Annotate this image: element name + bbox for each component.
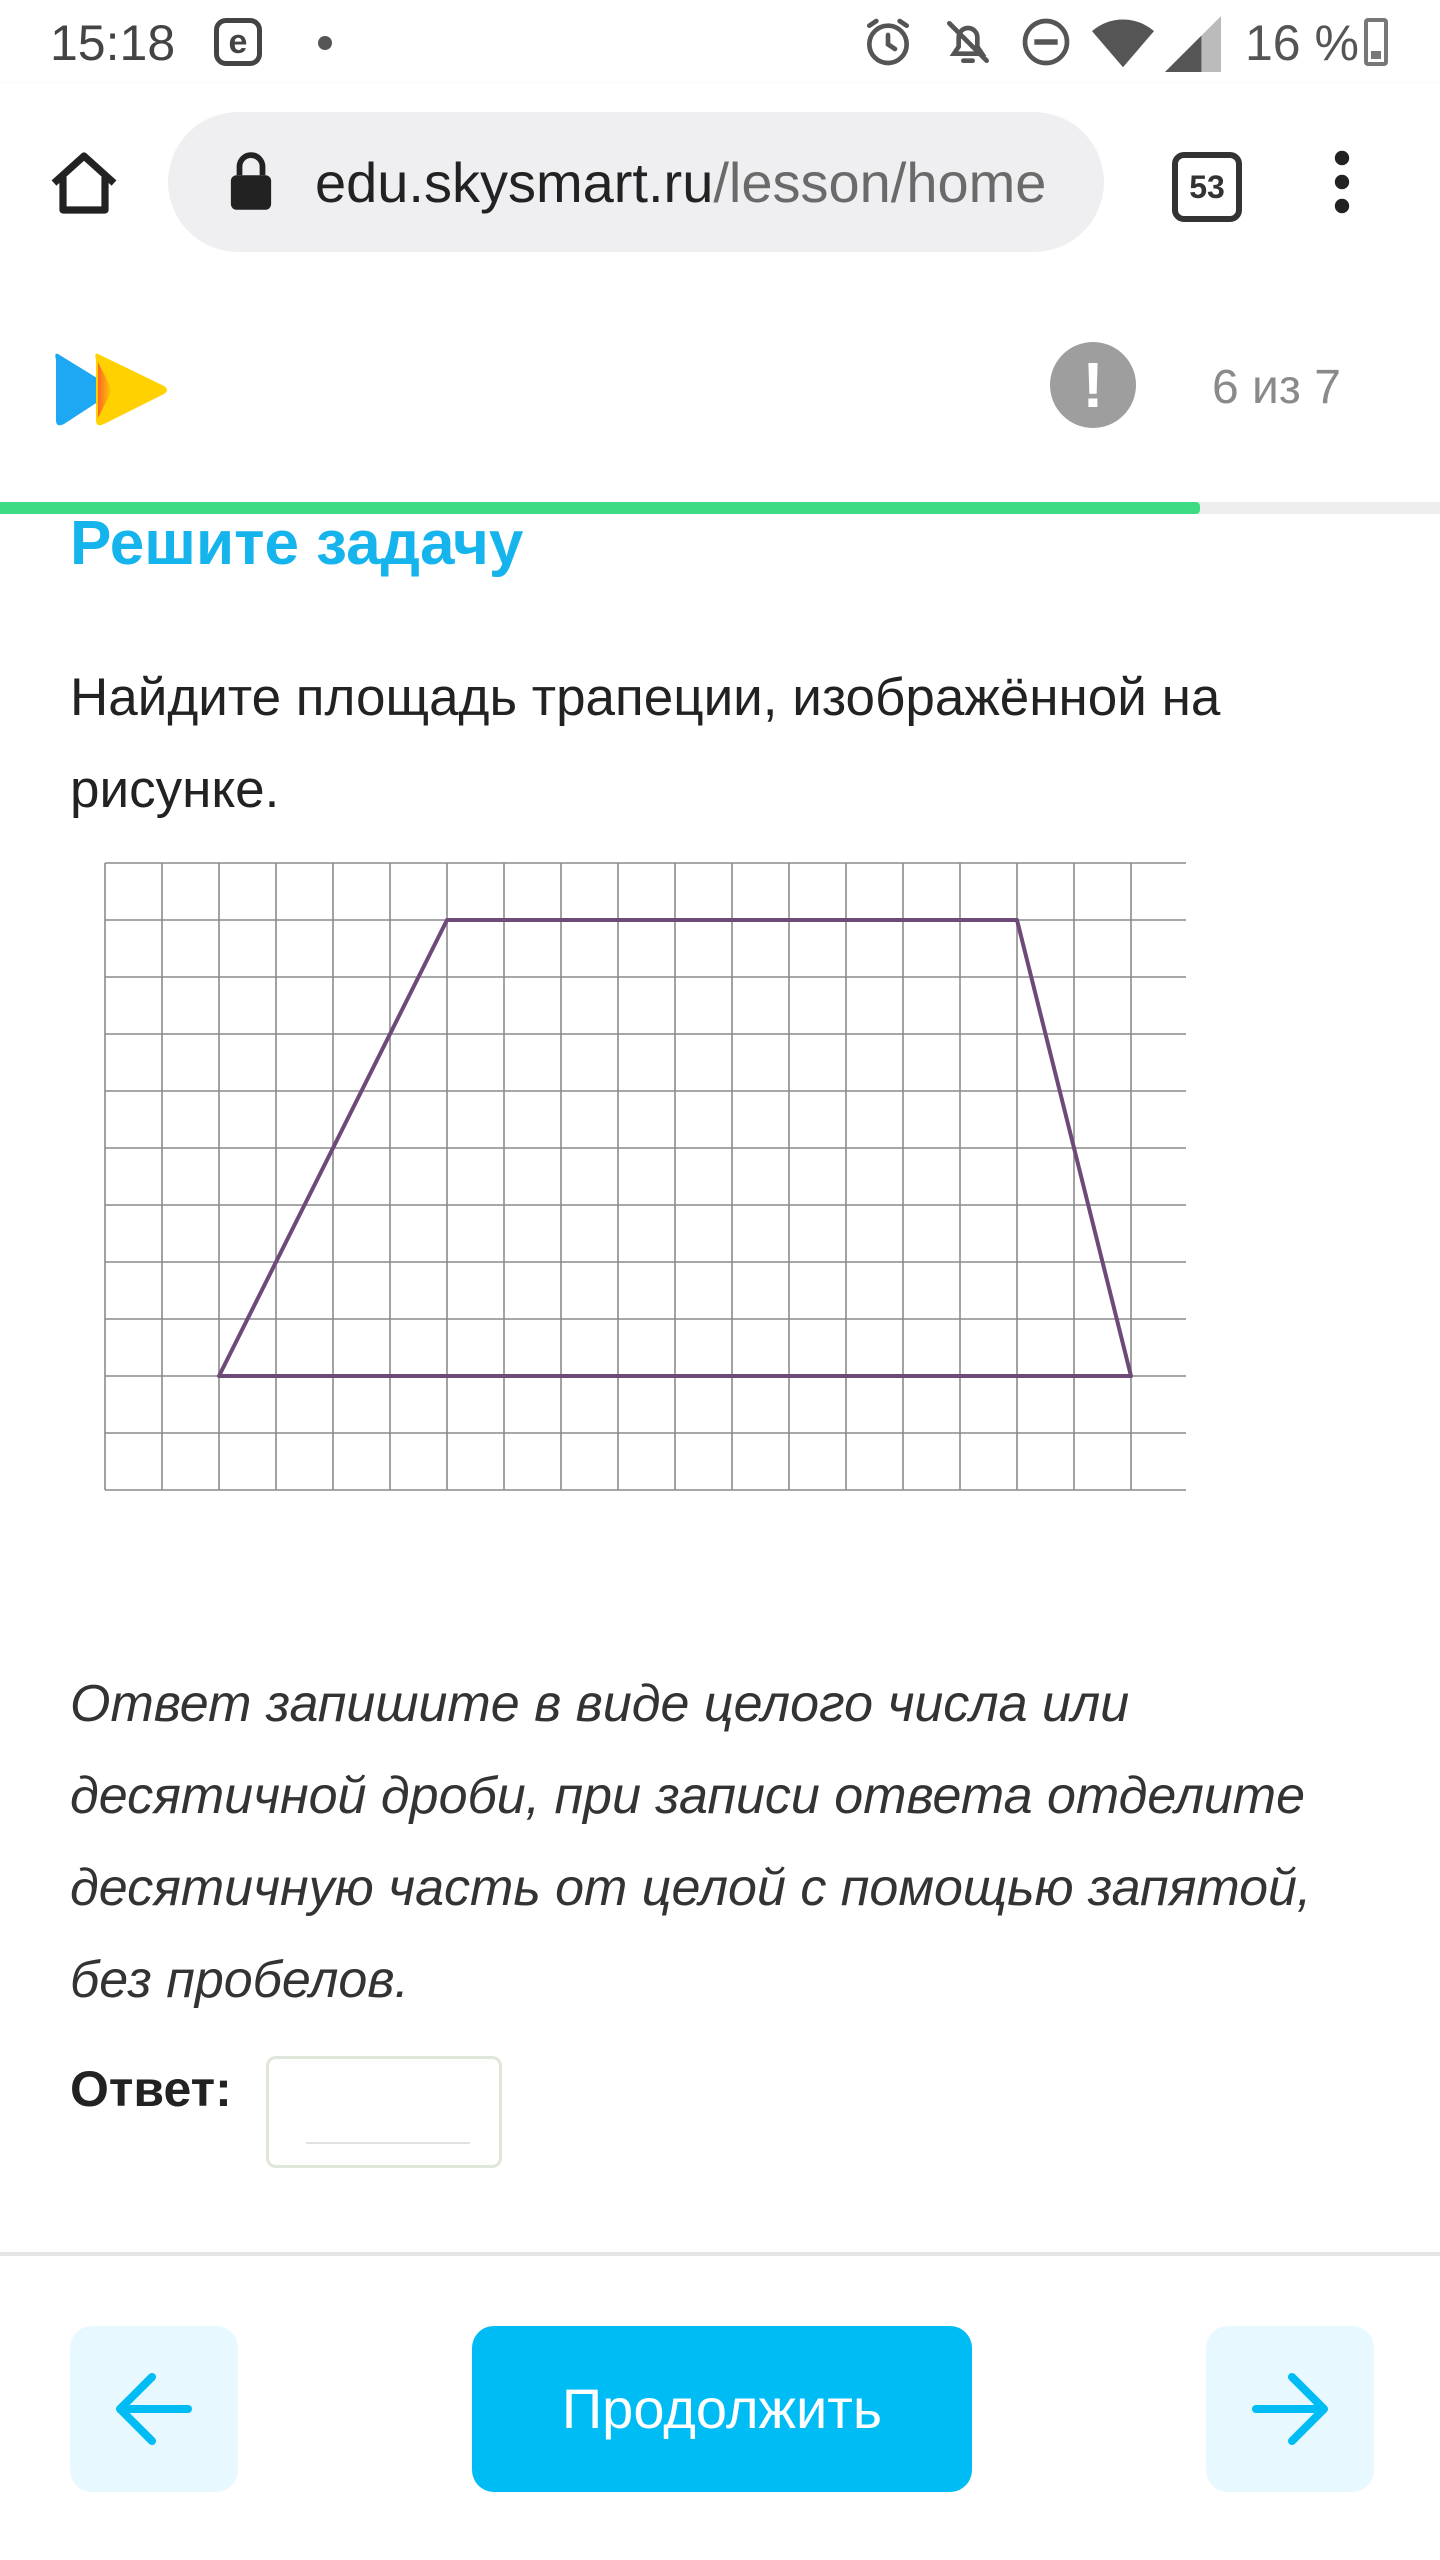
answer-instructions: Ответ запишите в виде целого числа или десятичной дроби, при записи ответа отделите десятичную часть от целой с помощью запятой, без пробелов. bbox=[70, 1675, 1312, 2009]
previous-button[interactable] bbox=[70, 2326, 238, 2492]
battery-icon bbox=[1364, 18, 1388, 66]
arrow-left-icon bbox=[70, 2326, 238, 2492]
dnd-icon bbox=[1018, 14, 1074, 70]
url-path: /lesson/home bbox=[713, 151, 1047, 214]
notification-dot-icon bbox=[318, 36, 332, 50]
trapezoid-figure bbox=[104, 862, 1186, 1494]
status-time: 15:18 bbox=[50, 15, 176, 71]
arrow-right-icon bbox=[1206, 2326, 1374, 2492]
grid bbox=[105, 863, 1186, 1490]
url-domain: edu.skysmart.ru bbox=[315, 151, 714, 214]
wifi-icon bbox=[1092, 16, 1154, 72]
battery-percent: 16 % bbox=[1245, 15, 1359, 71]
signal-icon bbox=[1164, 16, 1222, 72]
url-text[interactable] bbox=[315, 150, 1046, 215]
next-button[interactable] bbox=[1206, 2326, 1374, 2492]
logo[interactable] bbox=[52, 348, 170, 432]
task-title: Решите задачу bbox=[70, 509, 524, 578]
answer-input[interactable] bbox=[266, 2056, 502, 2168]
answer-label: Ответ: bbox=[70, 2061, 232, 2117]
app-notification-icon: e bbox=[214, 18, 262, 66]
home-icon[interactable] bbox=[48, 150, 120, 216]
lock-icon bbox=[228, 152, 274, 210]
answer-input-underline bbox=[306, 2142, 470, 2144]
continue-button[interactable]: Продолжить bbox=[472, 2326, 972, 2492]
alarm-icon bbox=[860, 14, 916, 70]
divider bbox=[0, 2252, 1440, 2256]
bell-off-icon bbox=[940, 14, 996, 70]
menu-dots-icon[interactable] bbox=[1318, 150, 1366, 214]
tab-switcher-button[interactable]: 53 bbox=[1172, 152, 1242, 222]
task-text: Найдите площадь трапеции, изображённой на рисунке. bbox=[70, 668, 1221, 819]
status-bar bbox=[0, 0, 1440, 84]
report-alert-icon[interactable]: ! bbox=[1050, 342, 1136, 428]
progress-label: 6 из 7 bbox=[1212, 361, 1341, 414]
